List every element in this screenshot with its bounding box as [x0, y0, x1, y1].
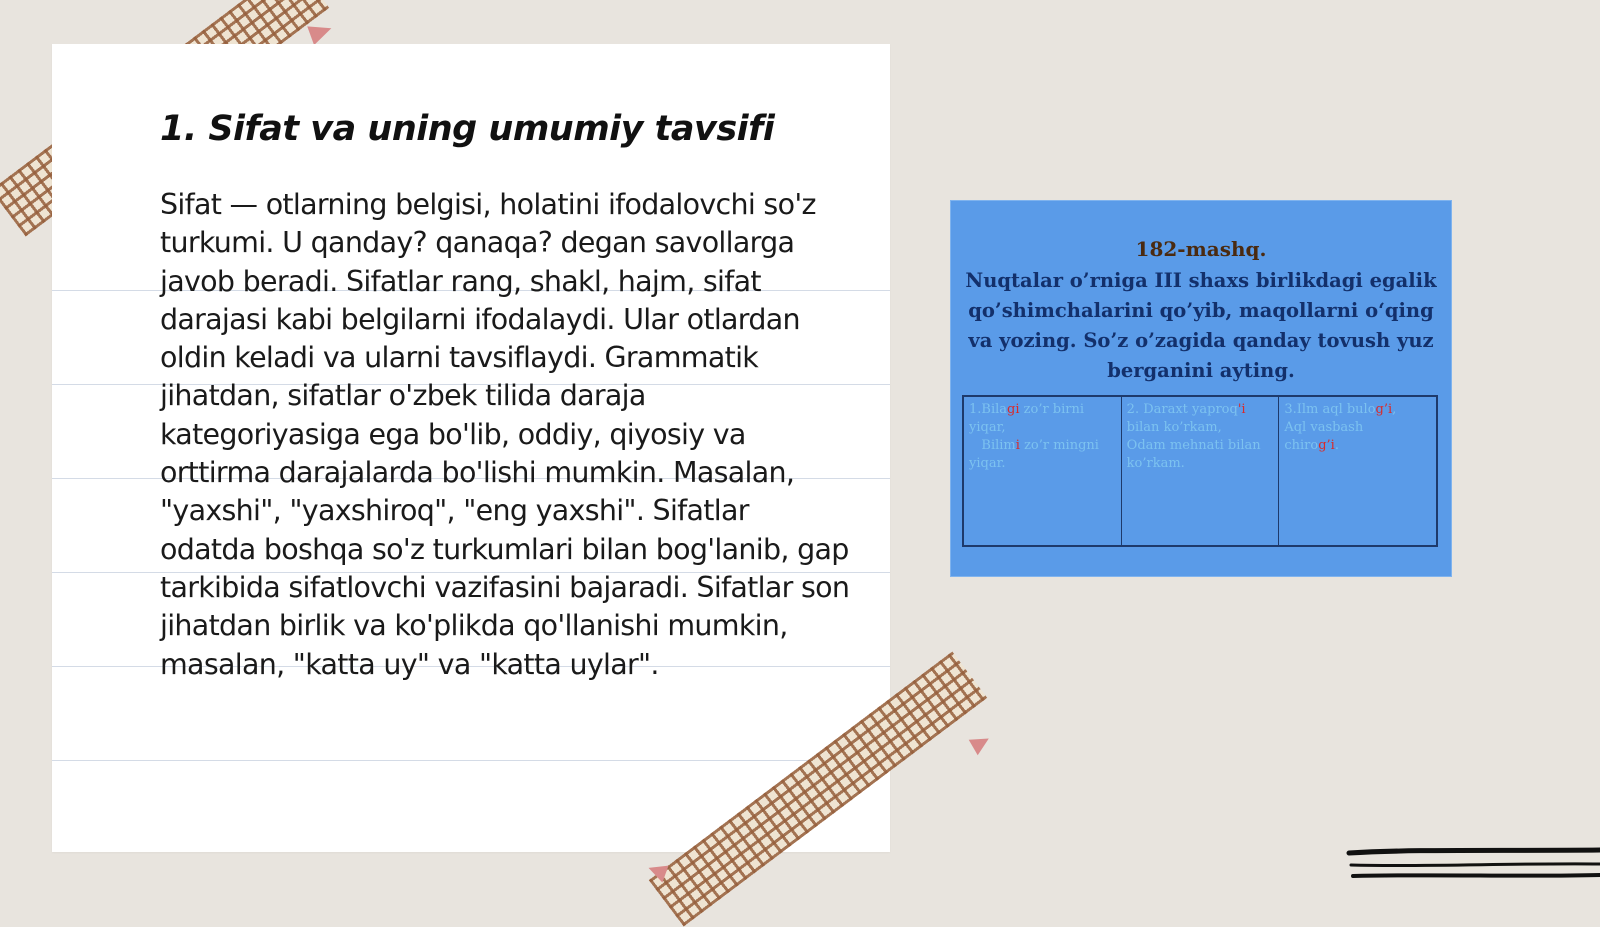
exercise-cell-3: 3.Ilm aql bulog’i, Aql vasbash chirog’i.	[1284, 402, 1397, 453]
exercise-title: 182-mashq.	[1135, 237, 1267, 261]
exercise-image	[950, 200, 1452, 577]
tape-tear-right	[969, 731, 994, 756]
exercise-cell-1: 1.Bilagi zo’r birni yiqar, Bilimi zo’r mingni yiqar.	[964, 397, 1122, 545]
slide-body-text: Sifat — otlarning belgisi, holatini ifodalovchi so'z turkumi. U qanday? qanaqa? degan savollarga javob beradi. Sifatlar rang, shakl, hajm, sifat darajasi kabi belgilarni ifodalaydi. Ular otlardan oldin keladi va ularni tavsiflaydi. Grammatik jihatdan, sifatlar o'zbek tilida daraja kategoriyasiga ega bo'lib, oddiy, qiyosiy va orttirma darajalarda bo'lishi mumkin. Masalan, "yaxshi", "yaxshiroq", "eng yaxshi". Sifatlar odatda boshqa so'z turkumlari bilan bog'lanib, gap tarkibida sifatlovchi vazifasini bajaradi. Sifatlar son jihatdan birlik va ko'plikda qo'llanishi mumkin, masalan, "katta uy" va "katta uylar".	[160, 188, 850, 681]
exercise-cell-2: 2. Daraxt yaproq'i bilan ko’rkam, Odam mehnati bilan ko’rkam.	[1122, 397, 1280, 545]
exercise-instruction: Nuqtalar o’rniga III shaxs birlikdagi egalik qo’shimchalarini qo’yib, maqollarni o‘qing va yozing. So’z o’zagida qanday tovush yuz berganini ayting.	[965, 269, 1437, 382]
exercise-table	[962, 395, 1438, 547]
slide-title: 1. Sifat va uning umumiy tavsifi	[160, 109, 775, 149]
paper-rule	[52, 760, 890, 761]
tape-tear-top	[307, 19, 335, 45]
scribble-lines-decoration	[1345, 845, 1600, 895]
